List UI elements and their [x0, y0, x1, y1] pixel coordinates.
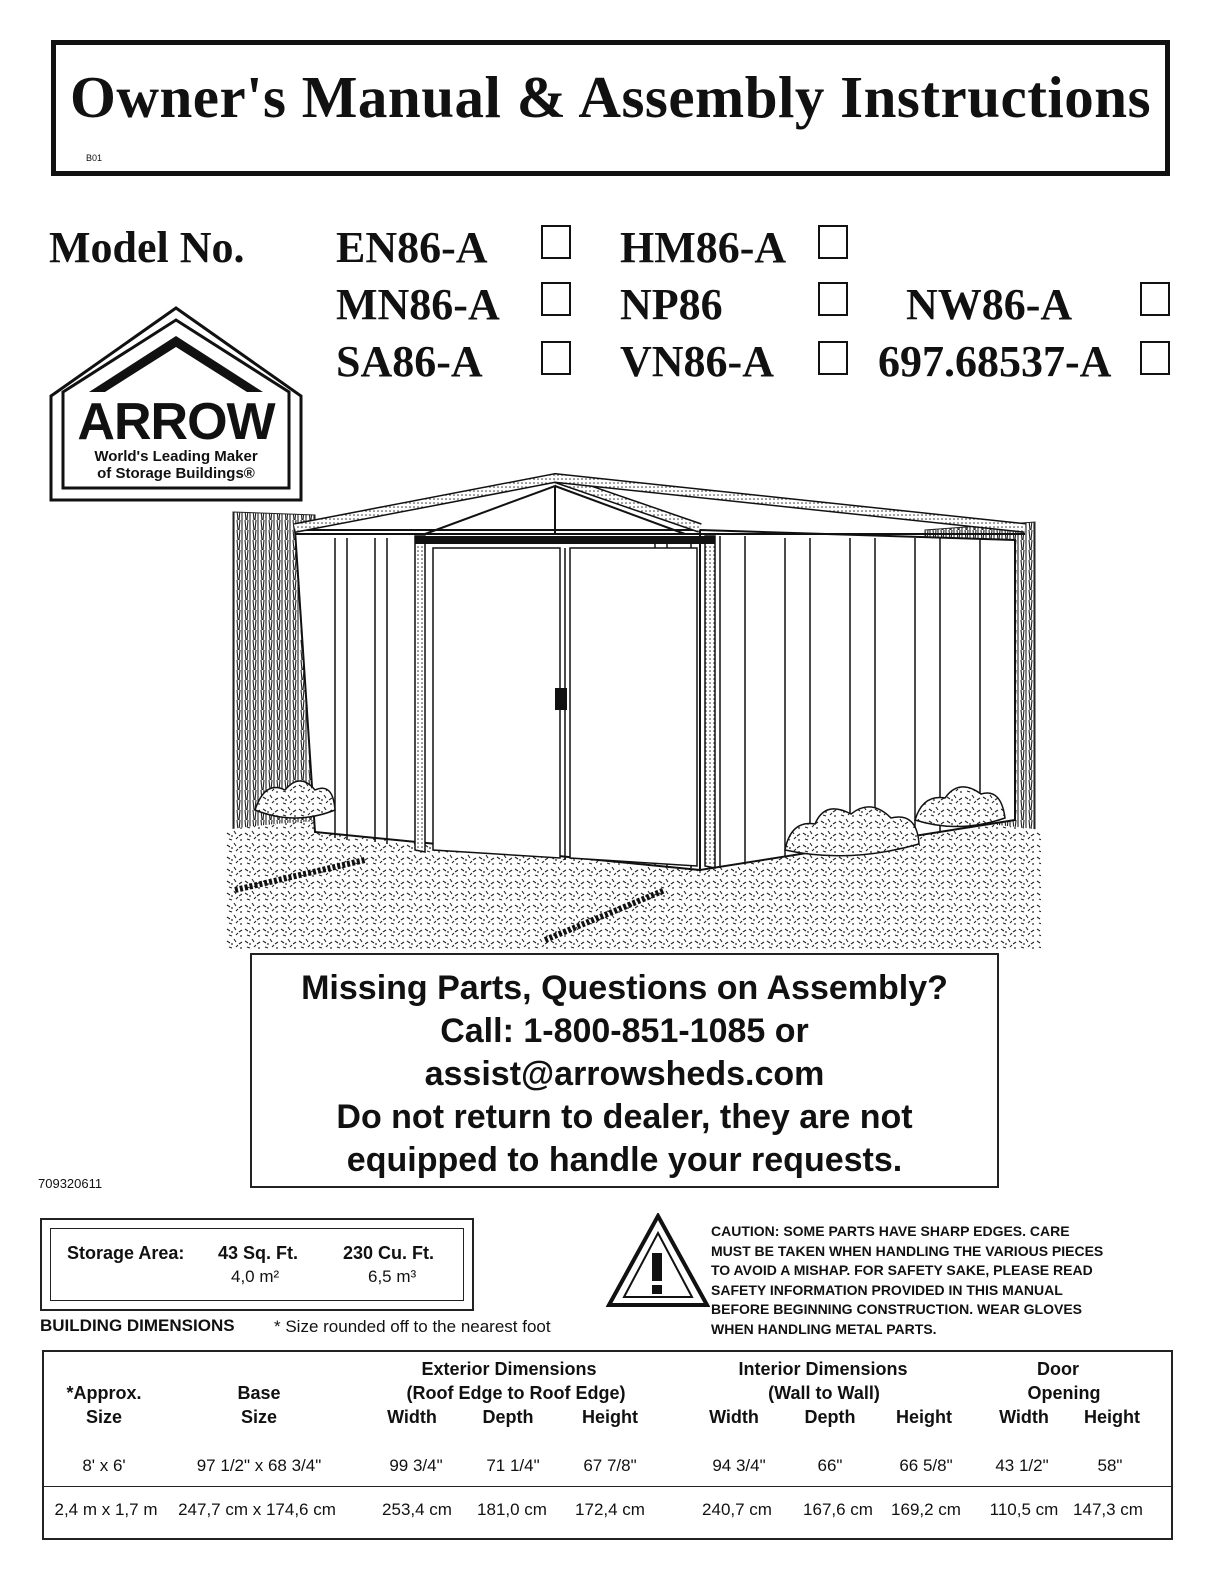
model-sa86a: SA86-A	[336, 337, 483, 386]
table-cell: 58"	[1097, 1456, 1123, 1475]
header-door-width: Width	[999, 1407, 1049, 1427]
shed-illustration	[225, 470, 1041, 950]
table-cell: 167,6 cm	[803, 1500, 873, 1519]
storage-area-sqm: 4,0 m²	[231, 1267, 280, 1286]
model-sa86a-checkbox[interactable]	[541, 341, 571, 375]
header-exterior-subtitle: (Roof Edge to Roof Edge)	[406, 1383, 626, 1403]
header-int-depth: Depth	[804, 1407, 856, 1427]
title-box	[51, 40, 1170, 176]
caution-line-3: TO AVOID A MISHAP. FOR SAFETY SAKE, PLEASE READ	[711, 1262, 1093, 1278]
table-cell: 172,4 cm	[575, 1500, 645, 1519]
storage-area-inner-frame	[50, 1228, 464, 1301]
arrow-logo-tagline-line-1: World's Leading Maker	[94, 448, 258, 465]
model-label: Model No.	[49, 223, 245, 272]
table-cell: 247,7 cm x 174,6 cm	[178, 1500, 336, 1519]
document-code: B01	[86, 153, 103, 163]
caution-line-2: MUST BE TAKEN WHEN HANDLING THE VARIOUS PIECES	[711, 1242, 1104, 1259]
caution-line-6: WHEN HANDLING METAL PARTS.	[711, 1320, 937, 1337]
table-cell: 66"	[817, 1456, 843, 1475]
table-cell: 67 7/8"	[583, 1456, 637, 1475]
caution-line-4: SAFETY INFORMATION PROVIDED IN THIS MANUAL	[711, 1281, 1063, 1298]
header-interior-subtitle: (Wall to Wall)	[768, 1383, 880, 1403]
model-mn86a: MN86-A	[336, 280, 500, 329]
header-int-width: Width	[709, 1407, 759, 1427]
support-line-requests: equipped to handle your requests.	[346, 1141, 903, 1179]
caution-line-5: BEFORE BEGINNING CONSTRUCTION. WEAR GLOVES	[711, 1301, 1083, 1317]
table-cell: 97 1/2" x 68 3/4"	[196, 1456, 322, 1475]
header-ext-depth: Depth	[482, 1407, 534, 1427]
support-line-do-not-return: Do not return to dealer, they are not	[336, 1098, 913, 1136]
dimensions-table	[42, 1350, 1173, 1540]
shed-icon	[225, 470, 1041, 950]
header-door-opening: Opening	[1027, 1383, 1101, 1403]
table-cell: 240,7 cm	[702, 1500, 772, 1519]
model-mn86a-checkbox[interactable]	[541, 282, 571, 316]
document-number: 709320611	[38, 1176, 103, 1191]
header-int-height: Height	[896, 1407, 952, 1427]
header-ext-height: Height	[582, 1407, 638, 1427]
storage-volume-cuft: 230 Cu. Ft.	[343, 1243, 435, 1263]
storage-area-label: Storage Area:	[67, 1243, 185, 1263]
warning-icon	[606, 1213, 710, 1309]
header-interior-dimensions: Interior Dimensions	[738, 1359, 908, 1379]
model-en86a-checkbox[interactable]	[541, 225, 571, 259]
caution-text	[711, 1222, 1181, 1339]
table-cell: 147,3 cm	[1073, 1500, 1143, 1519]
header-door: Door	[1037, 1359, 1079, 1379]
table-cell: 8' x 6'	[82, 1456, 126, 1475]
model-vn86a-checkbox[interactable]	[818, 341, 848, 375]
header-approx: *Approx.	[66, 1383, 142, 1403]
building-dimensions-title: BUILDING DIMENSIONS	[40, 1316, 235, 1335]
table-cell: 2,4 m x 1,7 m	[54, 1500, 158, 1519]
building-dimensions-note: * Size rounded off to the nearest foot	[274, 1317, 551, 1336]
storage-area-sqft: 43 Sq. Ft.	[218, 1243, 299, 1263]
arrow-logo-brand: ARROW	[77, 393, 275, 451]
model-nw86a: NW86-A	[906, 280, 1073, 329]
header-ext-width: Width	[387, 1407, 437, 1427]
table-cell: 181,0 cm	[477, 1500, 547, 1519]
table-cell: 253,4 cm	[382, 1500, 452, 1519]
support-line-missing-parts: Missing Parts, Questions on Assembly?	[301, 969, 948, 1007]
table-cell: 66 5/8"	[899, 1456, 953, 1475]
model-nw86a-checkbox[interactable]	[1140, 282, 1170, 316]
arrow-logo-tagline-line-2: of Storage Buildings®	[97, 465, 255, 482]
model-np86: NP86	[620, 280, 723, 329]
table-cell: 99 3/4"	[389, 1456, 443, 1475]
support-line-phone: Call: 1-800-851-1085 or	[440, 1012, 809, 1050]
model-hm86a-checkbox[interactable]	[818, 225, 848, 259]
table-cell: 71 1/4"	[486, 1456, 540, 1475]
table-cell: 110,5 cm	[989, 1500, 1059, 1519]
header-door-height: Height	[1084, 1407, 1140, 1427]
header-approx-size: Size	[85, 1407, 123, 1427]
table-cell: 169,2 cm	[891, 1500, 961, 1519]
table-divider	[44, 1486, 1171, 1487]
model-697-68537a-checkbox[interactable]	[1140, 341, 1170, 375]
header-base-size: Size	[240, 1407, 278, 1427]
model-en86a: EN86-A	[336, 223, 488, 272]
header-exterior-dimensions: Exterior Dimensions	[421, 1359, 597, 1379]
support-contact-box	[250, 953, 999, 1188]
model-np86-checkbox[interactable]	[818, 282, 848, 316]
storage-volume-cum: 6,5 m³	[368, 1267, 417, 1286]
model-hm86a: HM86-A	[620, 223, 787, 272]
table-cell: 43 1/2"	[995, 1456, 1049, 1475]
page-title: Owner's Manual & Assembly Instructions	[69, 64, 1152, 130]
caution-line-1: CAUTION: SOME PARTS HAVE SHARP EDGES. CARE	[711, 1223, 1070, 1239]
model-697-68537a: 697.68537-A	[878, 337, 1112, 386]
header-base: Base	[237, 1383, 281, 1403]
table-cell: 94 3/4"	[712, 1456, 766, 1475]
support-line-email: assist@arrowsheds.com	[424, 1055, 825, 1093]
model-vn86a: VN86-A	[620, 337, 774, 386]
storage-area-box	[40, 1218, 474, 1311]
